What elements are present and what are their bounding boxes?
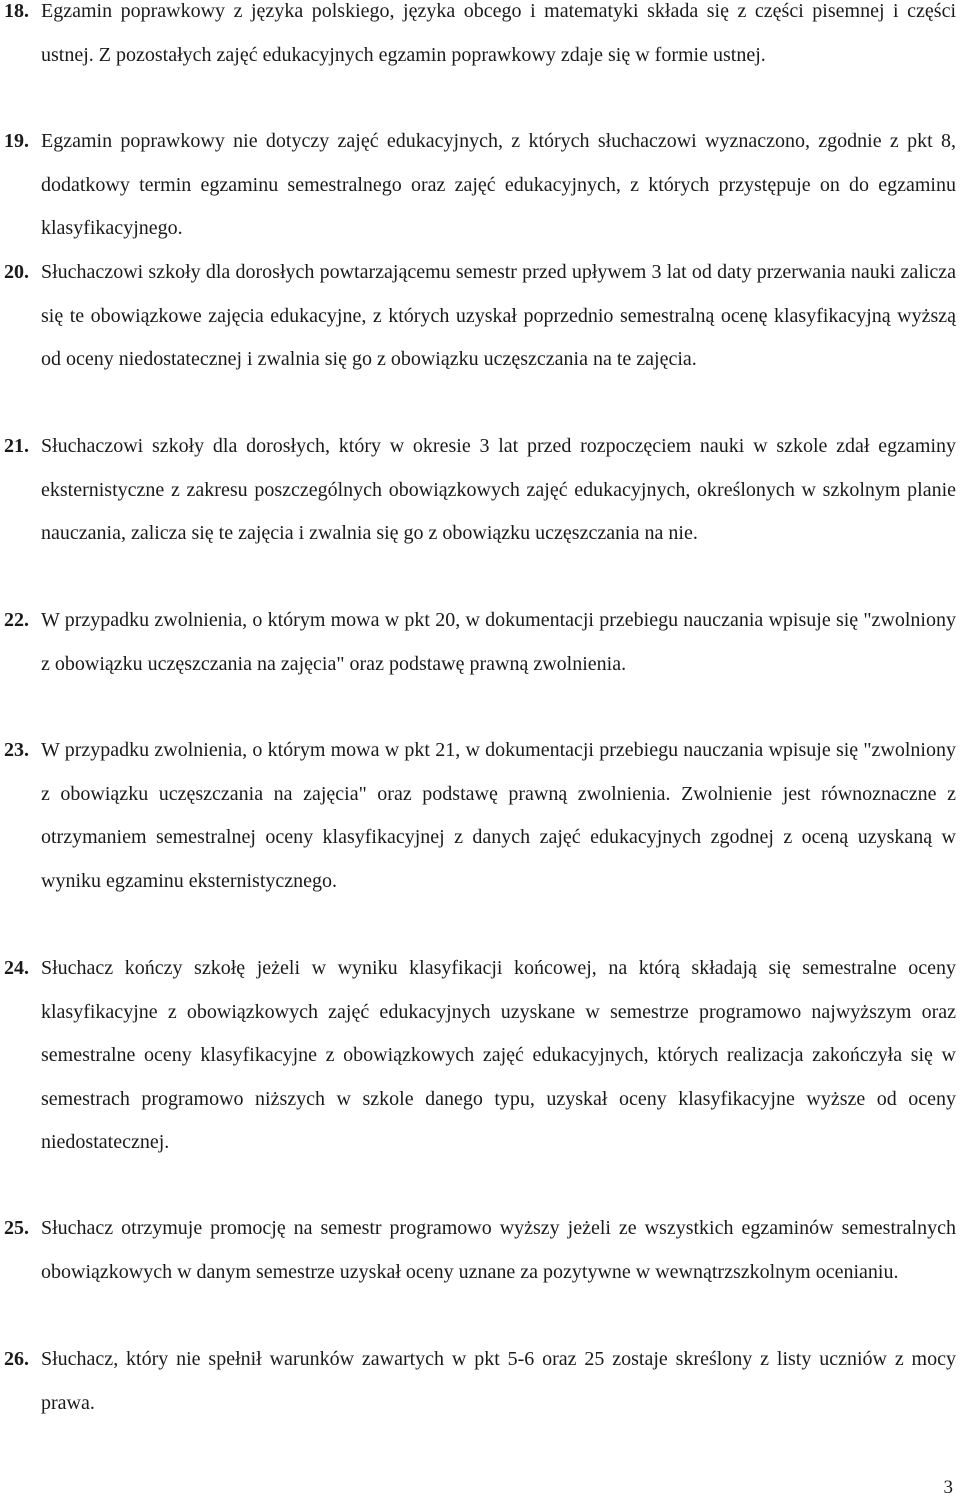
paragraph-number: 18. bbox=[4, 0, 29, 22]
paragraph-text: Słuchacz otrzymuje promocję na semestr programowo wyższy jeżeli ze wszystkich egzaminów semestralnych obowiązkowych w danym semestrze uzyskał oceny uznane za pozytywne w wewnątrzszkolnym ocenianiu. bbox=[41, 1217, 956, 1283]
paragraph-text: Egzamin poprawkowy nie dotyczy zajęć edukacyjnych, z których słuchaczowi wyznaczono, zgodnie z pkt 8, dodatkowy termin egzaminu semestralnego oraz zajęć edukacyjnych, z których przystępuje on do egzaminu klasyfikacyjnego. bbox=[41, 130, 956, 239]
paragraph-text: W przypadku zwolnienia, o którym mowa w pkt 20, w dokumentacji przebiegu nauczania wpisuje się "zwolniony z obowiązku uczęszczania na zajęcia" oraz podstawę prawną zwolnienia. bbox=[41, 609, 956, 675]
paragraph-24 bbox=[0, 947, 956, 1165]
paragraph-22 bbox=[0, 599, 956, 686]
paragraph-text: Egzamin poprawkowy z języka polskiego, języka obcego i matematyki składa się z części pisemnej i części ustnej. Z pozostałych zajęć edukacyjnych egzamin poprawkowy zdaje się w formie ustnej. bbox=[41, 0, 956, 66]
paragraph-20 bbox=[0, 251, 956, 382]
paragraph-18 bbox=[0, 0, 956, 77]
paragraph-26 bbox=[0, 1338, 956, 1425]
paragraph-number: 25. bbox=[4, 1217, 29, 1239]
paragraph-number: 22. bbox=[4, 609, 29, 631]
paragraph-text: Słuchaczowi szkoły dla dorosłych powtarzającemu semestr przed upływem 3 lat od daty przerwania nauki zalicza się te obowiązkowe zajęcia edukacyjne, z których uzyskał poprzednio semestralną ocenę klasyfikacyjną wyższą od oceny niedostatecznej i zwalnia się go z obowiązku uczęszczania na te zajęcia. bbox=[41, 261, 956, 370]
page-number: 3 bbox=[943, 1477, 953, 1498]
paragraph-number: 24. bbox=[4, 957, 29, 979]
paragraph-25 bbox=[0, 1207, 956, 1294]
paragraph-number: 20. bbox=[4, 261, 29, 283]
paragraph-number: 26. bbox=[4, 1348, 29, 1370]
paragraph-text: Słuchacz kończy szkołę jeżeli w wyniku klasyfikacji końcowej, na którą składają się semestralne oceny klasyfikacyjne z obowiązkowych zajęć edukacyjnych uzyskane w semestrze programowo najwyższym oraz semestralne oceny klasyfikacyjne z obowiązkowych zajęć edukacyjnych, których realizacja zakończyła się w semestrach programowo niższych w szkole danego typu, uzyskał oceny klasyfikacyjne wyższe od oceny niedostatecznej. bbox=[41, 957, 956, 1153]
paragraph-19 bbox=[0, 120, 956, 251]
paragraph-number: 23. bbox=[4, 739, 29, 761]
paragraph-23 bbox=[0, 729, 956, 903]
paragraph-text: W przypadku zwolnienia, o którym mowa w pkt 21, w dokumentacji przebiegu nauczania wpisuje się "zwolniony z obowiązku uczęszczania na zajęcia" oraz podstawę prawną zwolnienia. Zwolnienie jest równoznaczne z otrzymaniem semestralnej oceny klasyfikacyjnej z danych zajęć edukacyjnych zgodnej z oceną uzyskaną w wyniku egzaminu eksternistycznego. bbox=[41, 739, 956, 892]
paragraph-text: Słuchacz, który nie spełnił warunków zawartych w pkt 5-6 oraz 25 zostaje skreślony z listy uczniów z mocy prawa. bbox=[41, 1348, 956, 1414]
paragraph-number: 19. bbox=[4, 130, 29, 152]
paragraph-text: Słuchaczowi szkoły dla dorosłych, który w okresie 3 lat przed rozpoczęciem nauki w szkole zdał egzaminy eksternistyczne z zakresu poszczególnych obowiązkowych zajęć edukacyjnych, określonych w szkolnym planie nauczania, zalicza się te zajęcia i zwalnia się go z obowiązku uczęszczania na nie. bbox=[41, 435, 956, 544]
paragraph-number: 21. bbox=[4, 435, 29, 457]
paragraph-21 bbox=[0, 425, 956, 556]
